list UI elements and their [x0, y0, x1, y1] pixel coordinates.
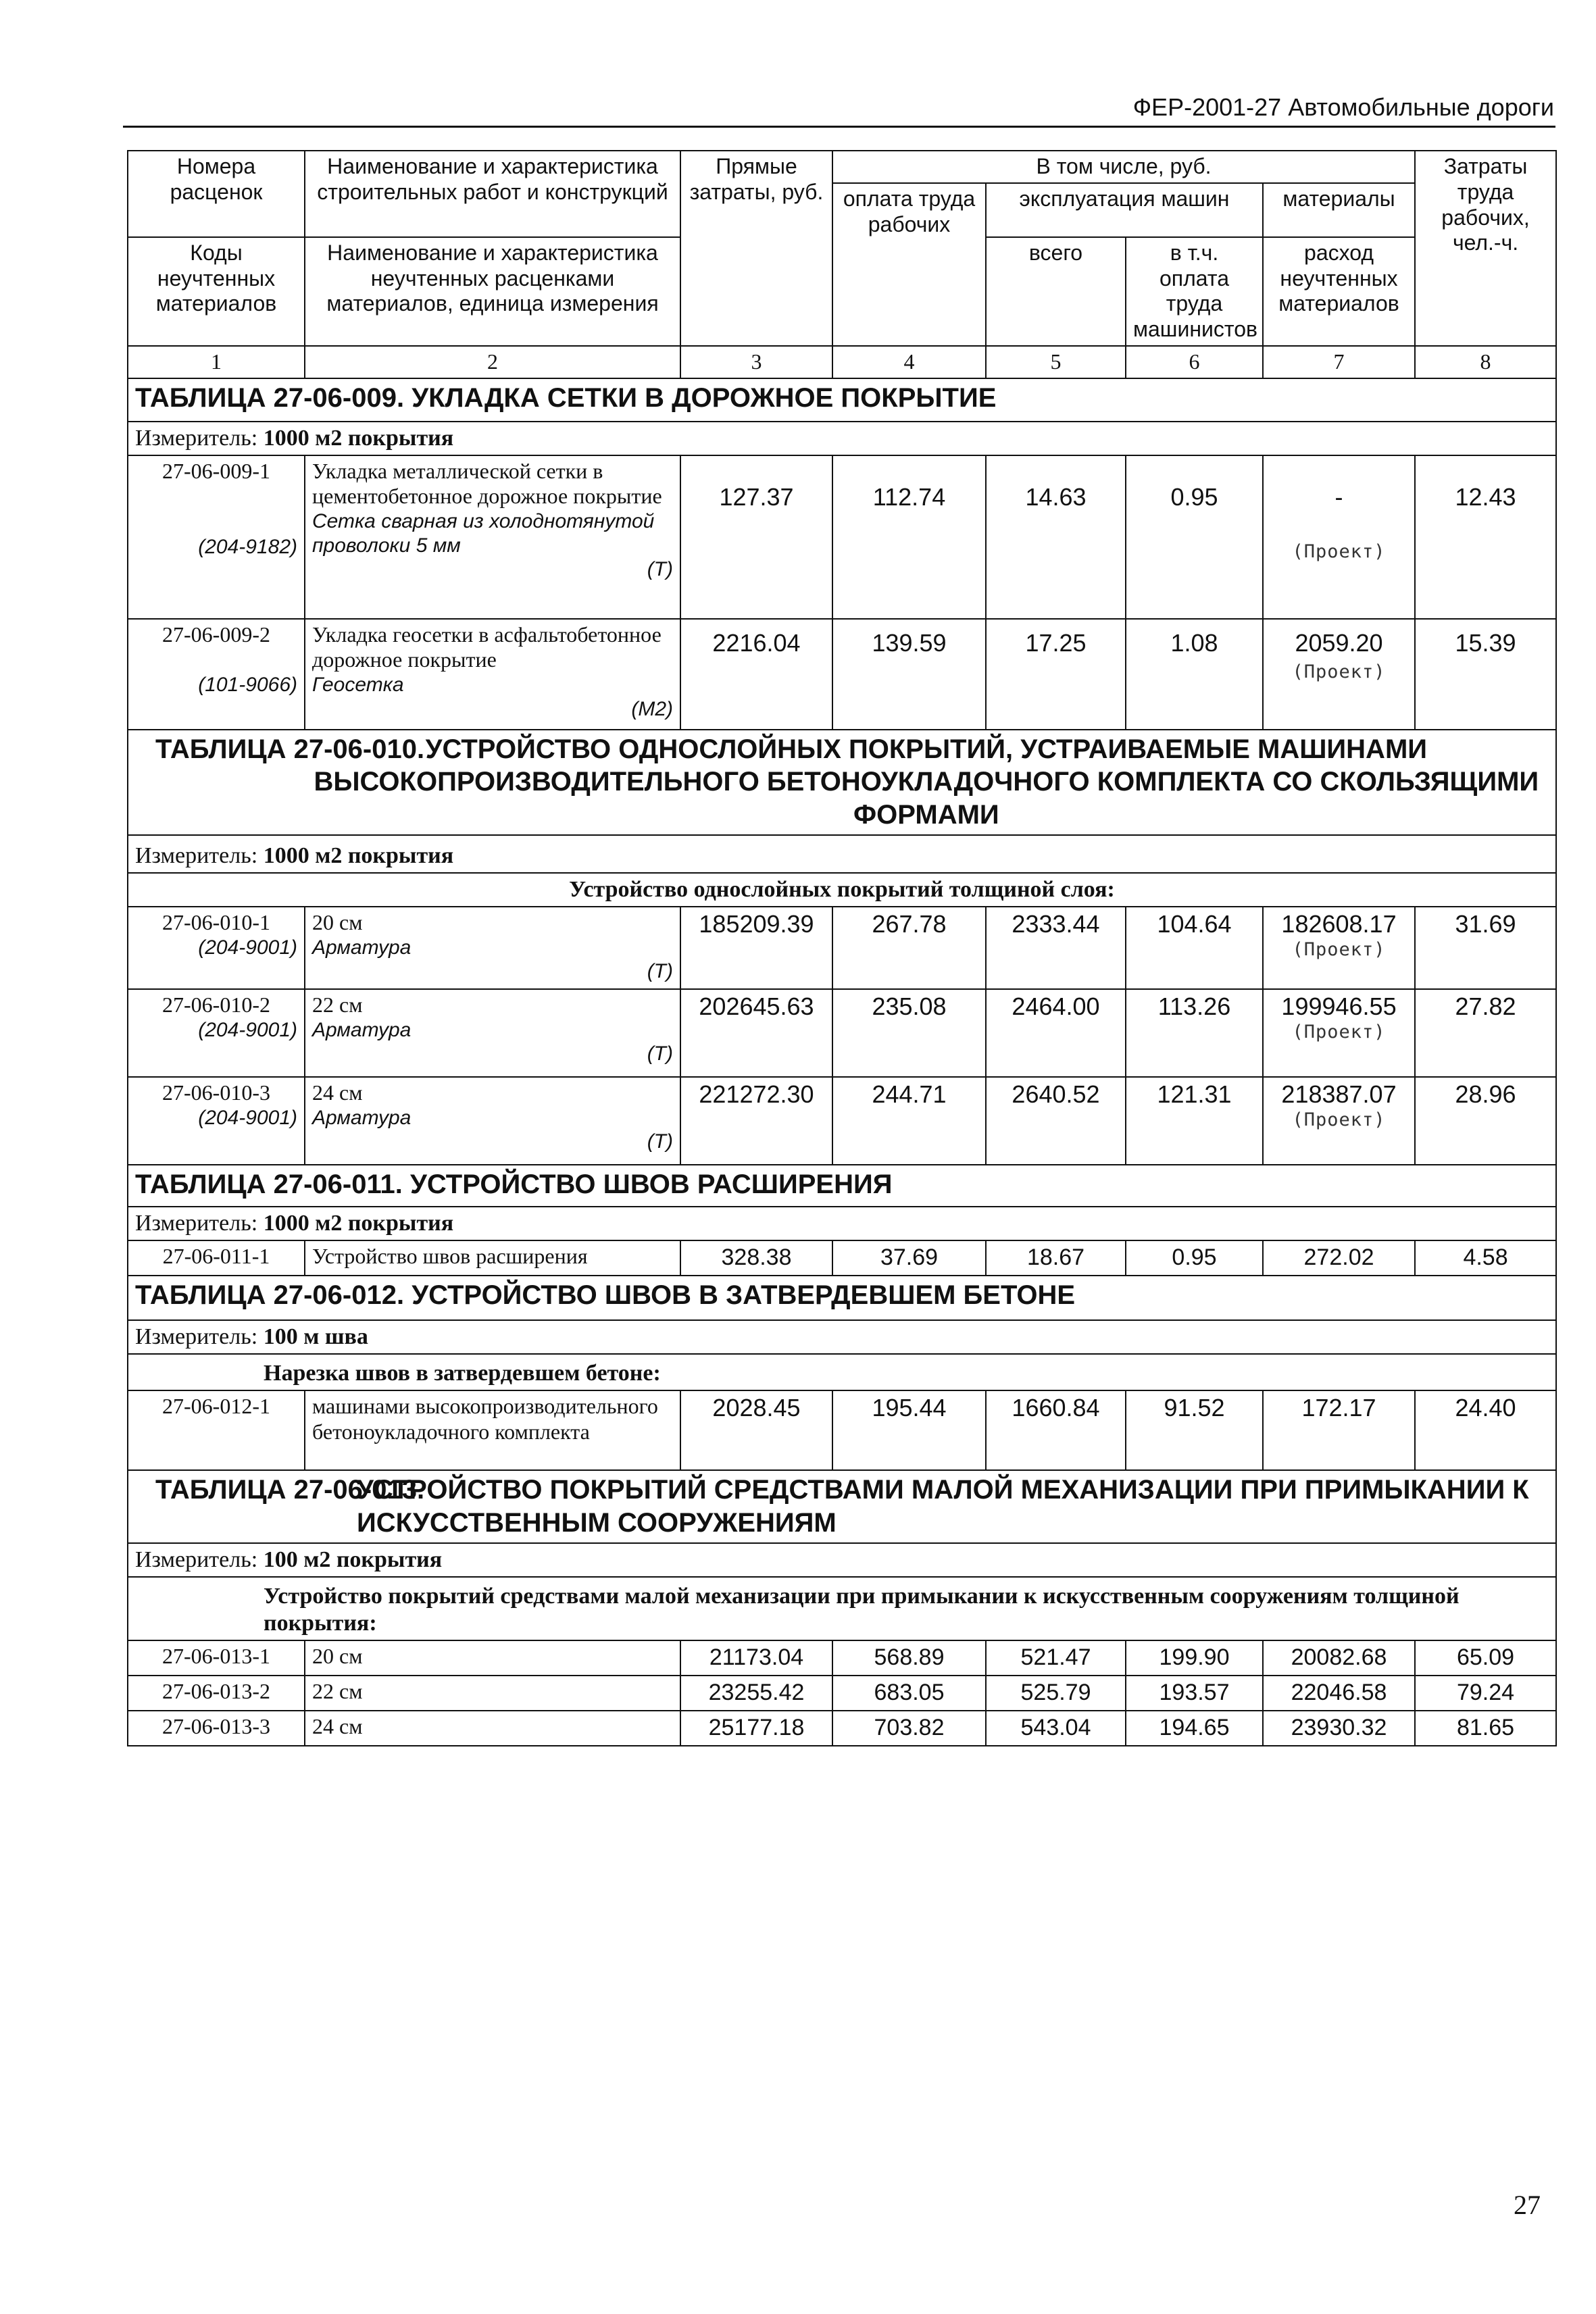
measure-value: 100 м2 покрытия — [263, 1546, 443, 1572]
materials-value: - — [1335, 482, 1343, 511]
section-code: ТАБЛИЦА 27-06-011. — [135, 1169, 403, 1200]
work-name: 22 см — [312, 992, 363, 1017]
measure-label: Измеритель: — [135, 842, 258, 868]
rate-code: 27-06-013-1 — [128, 1640, 305, 1676]
labor-cost: 139.59 — [832, 619, 986, 730]
section-code: ТАБЛИЦА 27-06-012. — [135, 1280, 405, 1311]
labor-hours: 65.09 — [1415, 1640, 1556, 1676]
measure-label: Измеритель: — [135, 425, 258, 451]
section-code: ТАБЛИЦА 27-06-013. — [155, 1475, 425, 1505]
labor-cost: 568.89 — [832, 1640, 986, 1676]
labor-hours: 15.39 — [1415, 619, 1556, 730]
rate-code: 27-06-012-1 — [128, 1390, 305, 1470]
col-number: 3 — [680, 346, 832, 378]
col-number: 1 — [128, 346, 305, 378]
measure-unit — [128, 1320, 1556, 1354]
materials-value: 272.02 — [1263, 1240, 1415, 1276]
table-row — [128, 619, 1556, 730]
materials-value: 20082.68 — [1263, 1640, 1415, 1676]
labor-cost: 195.44 — [832, 1390, 986, 1470]
material-code: (101-9066) — [198, 674, 297, 697]
rate-code: 27-06-009-1 — [162, 458, 270, 483]
group-row — [128, 1354, 1556, 1390]
work-name-cell — [305, 619, 680, 730]
hdr-col7: расход неучтенных материалов — [1263, 237, 1415, 346]
project-note: (Проект) — [1292, 938, 1386, 960]
column-number-row — [128, 346, 1556, 378]
measure-unit — [128, 835, 1556, 873]
col-number: 4 — [832, 346, 986, 378]
measure-row — [128, 422, 1556, 455]
machine-cost: 18.67 — [986, 1240, 1126, 1276]
table-row — [128, 1640, 1556, 1676]
labor-cost: 112.74 — [832, 455, 986, 619]
labor-cost: 683.05 — [832, 1676, 986, 1711]
section-title — [128, 1276, 1556, 1320]
table-row — [128, 1390, 1556, 1470]
hdr-col1-bottom: Коды неучтенных материалов — [128, 237, 305, 346]
machine-cost: 521.47 — [986, 1640, 1126, 1676]
labor-cost: 235.08 — [832, 989, 986, 1077]
machinist-labor: 199.90 — [1126, 1640, 1263, 1676]
section-name: УСТРОЙСТВО ШВОВ РАСШИРЕНИЯ — [409, 1169, 893, 1200]
labor-cost: 703.82 — [832, 1711, 986, 1746]
table-row — [128, 455, 1556, 619]
work-name: 24 см — [305, 1711, 680, 1746]
materials-cell — [1263, 907, 1415, 989]
measure-row — [128, 1207, 1556, 1240]
hdr-col6: в т.ч. оплата труда машинистов — [1126, 237, 1263, 346]
header-rule — [123, 126, 1555, 128]
machine-cost: 17.25 — [986, 619, 1126, 730]
table-row — [128, 907, 1556, 989]
work-name: Укладка геосетки в асфальтобетонное дорожное покрытие — [312, 622, 662, 672]
hdr-col8: Затраты труда рабочих, чел.-ч. — [1415, 151, 1556, 346]
rate-code: 27-06-013-2 — [128, 1676, 305, 1711]
machinist-labor: 104.64 — [1126, 907, 1263, 989]
hdr-col2-bottom: Наименование и характеристика неучтенных расценками материалов, единица измерения — [305, 237, 680, 346]
col-number: 2 — [305, 346, 680, 378]
machinist-labor: 0.95 — [1126, 1240, 1263, 1276]
work-name: 20 см — [312, 910, 363, 935]
direct-cost: 328.38 — [680, 1240, 832, 1276]
labor-hours: 27.82 — [1415, 989, 1556, 1077]
machine-cost: 543.04 — [986, 1711, 1126, 1746]
machinist-labor: 113.26 — [1126, 989, 1263, 1077]
materials-value: 172.17 — [1263, 1390, 1415, 1470]
direct-cost: 23255.42 — [680, 1676, 832, 1711]
col-number: 8 — [1415, 346, 1556, 378]
table-row — [128, 1240, 1556, 1276]
rate-code: 27-06-013-3 — [128, 1711, 305, 1746]
direct-cost: 2028.45 — [680, 1390, 832, 1470]
material-code: (204-9001) — [198, 1106, 297, 1129]
work-name: Устройство швов расширения — [305, 1240, 680, 1276]
rate-code: 27-06-011-1 — [128, 1240, 305, 1276]
project-note: (Проект) — [1292, 1021, 1386, 1042]
machinist-labor: 0.95 — [1126, 455, 1263, 619]
rate-code: 27-06-010-1 — [162, 910, 270, 935]
work-name-cell — [305, 907, 680, 989]
measure-row — [128, 835, 1556, 873]
rate-code-cell — [128, 619, 305, 730]
machine-cost: 14.63 — [986, 455, 1126, 619]
work-name: 24 см — [312, 1080, 363, 1105]
section-name: УСТРОЙСТВО ШВОВ В ЗАТВЕРДЕВШЕМ БЕТОНЕ — [412, 1280, 1076, 1311]
material-name: Арматура — [312, 936, 412, 959]
section-title — [128, 730, 1556, 835]
group-heading: Устройство однослойных покрытий толщиной слоя: — [128, 873, 1556, 907]
hdr-col3: Прямые затраты, руб. — [680, 151, 832, 346]
rate-code-cell — [128, 1077, 305, 1165]
rate-code-cell — [128, 907, 305, 989]
labor-hours: 28.96 — [1415, 1077, 1556, 1165]
labor-cost: 267.78 — [832, 907, 986, 989]
machine-cost: 2640.52 — [986, 1077, 1126, 1165]
work-name-cell — [305, 455, 680, 619]
page-number: 27 — [1514, 2190, 1541, 2220]
material-name: Арматура — [312, 1018, 412, 1041]
material-name: Арматура — [312, 1106, 412, 1129]
machine-cost: 2464.00 — [986, 989, 1126, 1077]
work-name-cell — [305, 989, 680, 1077]
hdr-machines: эксплуатация машин — [986, 183, 1263, 237]
direct-cost: 2216.04 — [680, 619, 832, 730]
machinist-labor: 121.31 — [1126, 1077, 1263, 1165]
measure-value: 100 м шва — [263, 1324, 368, 1350]
section-name: УКЛАДКА СЕТКИ В ДОРОЖНОЕ ПОКРЫТИЕ — [412, 382, 997, 413]
machinist-labor: 91.52 — [1126, 1390, 1263, 1470]
direct-cost: 127.37 — [680, 455, 832, 619]
measure-label: Измеритель: — [135, 1324, 258, 1350]
machine-cost: 525.79 — [986, 1676, 1126, 1711]
section-title-row — [128, 378, 1556, 422]
labor-cost: 37.69 — [832, 1240, 986, 1276]
section-title-row — [128, 730, 1556, 835]
measure-unit — [128, 422, 1556, 455]
labor-hours: 4.58 — [1415, 1240, 1556, 1276]
materials-cell — [1263, 455, 1415, 619]
work-name: машинами высокопроизводительного бетоноукладочного комплекта — [305, 1390, 680, 1470]
page-header-title: ФЕР-2001-27 Автомобильные дороги — [1132, 93, 1554, 121]
section-title — [128, 1165, 1556, 1207]
materials-value: 182608.17 — [1281, 910, 1397, 938]
group-heading: Нарезка швов в затвердевшем бетоне: — [128, 1354, 1556, 1390]
hdr-col5: всего — [986, 237, 1126, 346]
material-unit: (Т) — [647, 960, 673, 983]
group-heading: Устройство покрытий средствами малой механизации при примыкании к искусственным сооружениям толщиной покрытия: — [128, 1577, 1556, 1640]
rate-code: 27-06-009-2 — [162, 622, 270, 647]
rate-code: 27-06-010-2 — [162, 992, 270, 1017]
measure-row — [128, 1543, 1556, 1577]
section-title — [128, 1470, 1556, 1543]
materials-value: 218387.07 — [1281, 1080, 1397, 1109]
labor-hours: 79.24 — [1415, 1676, 1556, 1711]
direct-cost: 21173.04 — [680, 1640, 832, 1676]
material-code: (204-9001) — [198, 936, 297, 959]
price-table — [127, 150, 1557, 1746]
header-row-1 — [128, 151, 1556, 183]
hdr-materials: материалы — [1263, 183, 1415, 237]
material-code: (204-9001) — [198, 1018, 297, 1041]
rate-code: 27-06-010-3 — [162, 1080, 270, 1105]
section-code: ТАБЛИЦА 27-06-010. — [155, 734, 425, 764]
project-note: (Проект) — [1292, 1109, 1386, 1130]
hdr-col2-top: Наименование и характеристика строительных работ и конструкций — [305, 151, 680, 237]
col-number: 6 — [1126, 346, 1263, 378]
table-row — [128, 1077, 1556, 1165]
machinist-labor: 194.65 — [1126, 1711, 1263, 1746]
project-note: (Проект) — [1292, 541, 1386, 563]
table-row — [128, 1676, 1556, 1711]
section-title — [128, 378, 1556, 422]
work-name: Укладка металлической сетки в цементобетонное дорожное покрытие — [312, 458, 662, 509]
hdr-col1-top: Номера расценок — [128, 151, 305, 237]
machine-cost: 2333.44 — [986, 907, 1126, 989]
group-row — [128, 873, 1556, 907]
direct-cost: 25177.18 — [680, 1711, 832, 1746]
project-note: (Проект) — [1292, 661, 1386, 683]
measure-value: 1000 м2 покрытия — [263, 1211, 454, 1236]
labor-hours: 31.69 — [1415, 907, 1556, 989]
materials-value: 22046.58 — [1263, 1676, 1415, 1711]
materials-value: 23930.32 — [1263, 1711, 1415, 1746]
labor-cost: 244.71 — [832, 1077, 986, 1165]
measure-label: Измеритель: — [135, 1211, 258, 1236]
labor-hours: 24.40 — [1415, 1390, 1556, 1470]
hdr-including: В том числе, руб. — [832, 151, 1415, 183]
section-title-row — [128, 1165, 1556, 1207]
section-name: УСТРОЙСТВО ОДНОСЛОЙНЫХ ПОКРЫТИЙ, УСТРАИВАЕМЫЕ МАШИНАМИ ВЫСОКОПРОИЗВОДИТЕЛЬНОГО БЕТОНОУКЛАДОЧНОГО КОМПЛЕКТА СО СКОЛЬЗЯЩИМИ ФОРМАМИ — [314, 734, 1539, 830]
measure-row — [128, 1320, 1556, 1354]
work-name: 22 см — [305, 1676, 680, 1711]
material-unit: (Т) — [647, 1130, 673, 1153]
work-name-cell — [305, 1077, 680, 1165]
materials-value: 2059.20 — [1295, 628, 1383, 657]
direct-cost: 202645.63 — [680, 989, 832, 1077]
material-code: (204-9182) — [198, 536, 297, 559]
measure-label: Измеритель: — [135, 1546, 258, 1572]
measure-value: 1000 м2 покрытия — [263, 425, 454, 451]
material-name: Геосетка — [312, 674, 404, 697]
table-row — [128, 989, 1556, 1077]
direct-cost: 185209.39 — [680, 907, 832, 989]
table-row — [128, 1711, 1556, 1746]
material-unit: (Т) — [647, 557, 673, 580]
material-unit: (М2) — [631, 697, 673, 720]
section-code: ТАБЛИЦА 27-06-009. — [135, 382, 405, 413]
col-number: 7 — [1263, 346, 1415, 378]
machinist-labor: 1.08 — [1126, 619, 1263, 730]
work-name: 20 см — [305, 1640, 680, 1676]
materials-cell — [1263, 619, 1415, 730]
group-row — [128, 1577, 1556, 1640]
measure-value: 1000 м2 покрытия — [263, 842, 454, 868]
section-title-row — [128, 1470, 1556, 1543]
direct-cost: 221272.30 — [680, 1077, 832, 1165]
section-title-row — [128, 1276, 1556, 1320]
material-name: Сетка сварная из холоднотянутой проволоки 5 мм — [312, 510, 655, 557]
materials-cell — [1263, 1077, 1415, 1165]
materials-cell — [1263, 989, 1415, 1077]
measure-unit — [128, 1543, 1556, 1577]
rate-code-cell — [128, 989, 305, 1077]
labor-hours: 12.43 — [1415, 455, 1556, 619]
section-name: УСТРОЙСТВО ПОКРЫТИЙ СРЕДСТВАМИ МАЛОЙ МЕХАНИЗАЦИИ ПРИ ПРИМЫКАНИИ К ИСКУССТВЕННЫМ СООРУЖЕНИЯМ — [356, 1475, 1529, 1538]
labor-hours: 81.65 — [1415, 1711, 1556, 1746]
machine-cost: 1660.84 — [986, 1390, 1126, 1470]
machinist-labor: 193.57 — [1126, 1676, 1263, 1711]
material-unit: (Т) — [647, 1042, 673, 1065]
col-number: 5 — [986, 346, 1126, 378]
rate-code-cell — [128, 455, 305, 619]
hdr-col4: оплата труда рабочих — [832, 183, 986, 346]
materials-value: 199946.55 — [1281, 992, 1397, 1021]
measure-unit — [128, 1207, 1556, 1240]
